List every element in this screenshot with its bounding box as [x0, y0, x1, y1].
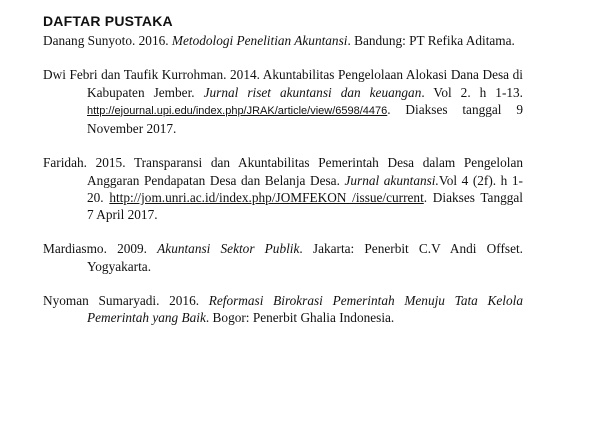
reference-entry [43, 154, 523, 223]
reference-volume: . Vol 2. h 1-13. [421, 84, 524, 100]
reference-author-year: Dwi Febri dan Taufik Kurrohman. 2014. Akuntabilitas Pengelolaan Alokasi Dana Desa di Kabupaten Jember. [43, 67, 523, 100]
reference-title: Akuntansi Sektor Publik [157, 241, 300, 257]
reference-author-year: Nyoman Sumaryadi. 2016. [43, 292, 209, 308]
reference-entry [43, 240, 523, 274]
reference-entry [43, 66, 523, 137]
reference-author-year: Faridah. 2015. Transparansi dan Akuntabilitas Pemerintah Desa dalam Pengelolan Anggaran Pendapatan Desa dan Belanja Desa. [43, 155, 523, 188]
reference-journal: Jurnal riset akuntansi dan keuangan [203, 84, 422, 100]
reference-accessed: . Diakses Tanggal 7 April 2017. [87, 189, 523, 222]
reference-publisher: . Bandung: PT Refika Aditama. [347, 33, 515, 48]
reference-title: Reformasi Birokrasi Pemerintah Menuju Tata Kelola Pemerintah yang Baik [87, 292, 523, 326]
reference-title: Metodologi Penelitian Akuntansi [171, 33, 348, 48]
reference-author-year: Mardiasmo. 2009. [43, 241, 158, 257]
reference-entry [43, 292, 523, 326]
reference-list [43, 32, 523, 344]
reference-publisher: . Bogor: Penerbit Ghalia Indonesia. [205, 310, 395, 326]
reference-link[interactable]: http://jom.unri.ac.id/index.php/JOMFEKON /issue/current [109, 189, 424, 205]
reference-volume: Vol 4 (2f). h 1-20. [87, 172, 523, 205]
reference-link[interactable]: http://ejournal.upi.edu/index.php/JRAK/article/view/6598/4476 [87, 104, 388, 117]
reference-journal: Jurnal akuntansi. [344, 172, 439, 188]
bibliography-heading: DAFTAR PUSTAKA [43, 13, 173, 29]
reference-publisher: . Jakarta: Penerbit C.V Andi Offset. Yogyakarta. [87, 241, 523, 274]
reference-author-year: Danang Sunyoto. 2016. [43, 33, 172, 48]
reference-accessed: . Diakses tanggal 9 November 2017. [87, 101, 523, 136]
reference-entry [43, 32, 523, 49]
